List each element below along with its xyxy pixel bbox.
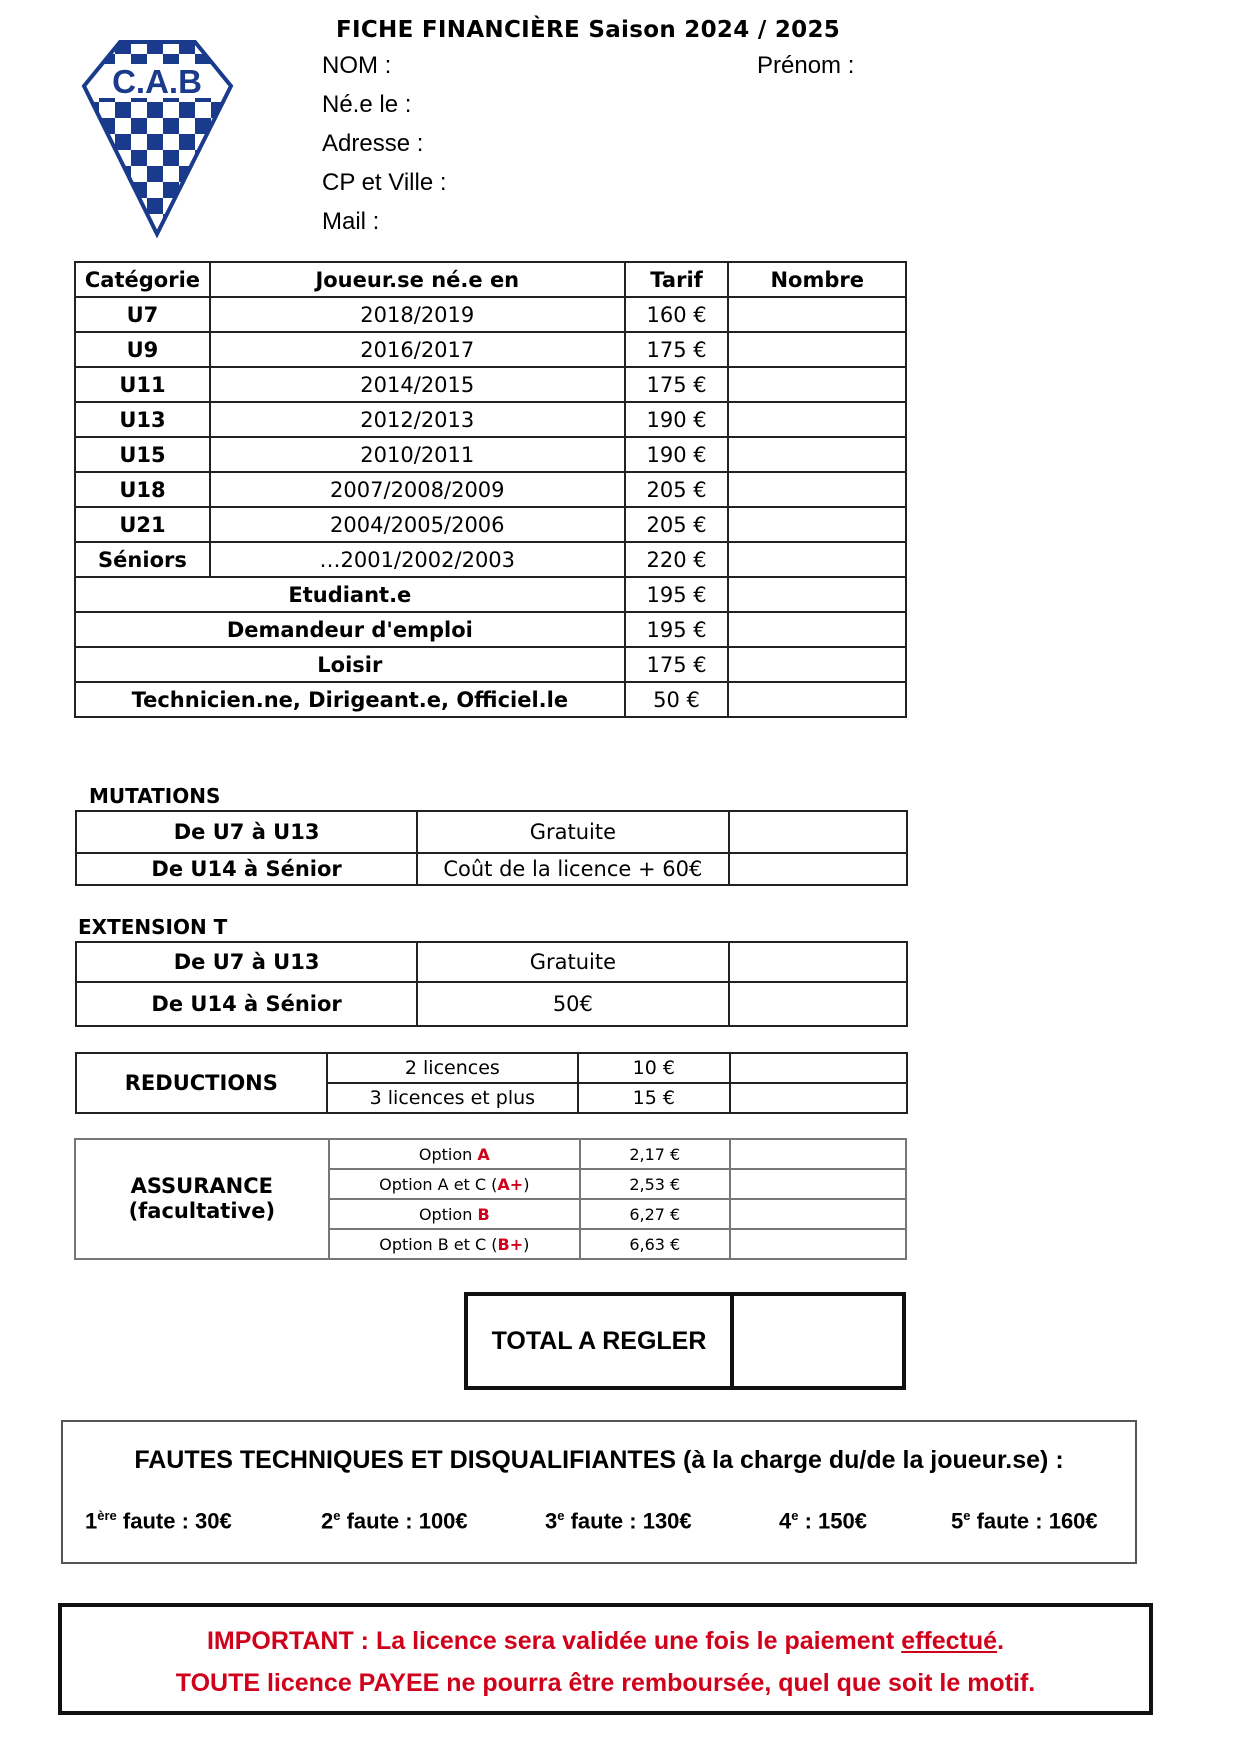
table-row (75, 647, 906, 682)
faute-item: 3e faute : 130€ (545, 1508, 692, 1534)
logo-text: C.A.B (112, 63, 202, 100)
value-cell: Gratuite (417, 811, 728, 853)
category-cell: U9 (75, 332, 210, 367)
cab-logo (80, 38, 235, 238)
years-cell: 2018/2019 (210, 297, 625, 332)
tarif-cell: 220 € (625, 542, 729, 577)
range-cell: De U14 à Sénior (76, 853, 417, 885)
option-cell: Option A (329, 1139, 580, 1169)
value-cell: 6,27 € (580, 1199, 730, 1229)
table-row (75, 542, 906, 577)
assurance-label-line1: ASSURANCE (130, 1174, 273, 1198)
faute-item: 1ère faute : 30€ (85, 1508, 232, 1534)
nombre-input-cell[interactable] (728, 472, 906, 507)
range-cell: De U7 à U13 (76, 811, 417, 853)
table-header-row (75, 262, 906, 297)
nombre-input-cell[interactable] (728, 507, 906, 542)
value-cell: 10 € (578, 1053, 730, 1083)
range-cell: De U7 à U13 (76, 942, 417, 982)
years-cell: 2004/2005/2006 (210, 507, 625, 542)
value-cell: 6,63 € (580, 1229, 730, 1259)
total-label: TOTAL A REGLER (491, 1326, 707, 1355)
nombre-input-cell[interactable] (728, 682, 906, 717)
value-cell: 50€ (417, 982, 728, 1026)
faute-item: 2e faute : 100€ (321, 1508, 468, 1534)
tarif-cell: 175 € (625, 367, 729, 402)
col-header-tarif: Tarif (625, 262, 729, 297)
category-cell: U18 (75, 472, 210, 507)
nombre-input-cell[interactable] (728, 402, 906, 437)
mail-label: Mail : (322, 208, 380, 235)
category-cell: U11 (75, 367, 210, 402)
tarif-cell: 190 € (625, 402, 729, 437)
years-cell: 2010/2011 (210, 437, 625, 472)
faute-item: 5e faute : 160€ (951, 1508, 1098, 1534)
desc-cell: 3 licences et plus (327, 1083, 578, 1113)
amount-input-cell[interactable] (730, 1169, 906, 1199)
nombre-input-cell[interactable] (728, 612, 906, 647)
category-cell: U15 (75, 437, 210, 472)
table-row (75, 612, 906, 647)
page-title: FICHE FINANCIÈRE Saison 2024 / 2025 (336, 17, 841, 43)
table-row (76, 942, 907, 982)
amount-input-cell[interactable] (729, 853, 907, 885)
nombre-input-cell[interactable] (728, 367, 906, 402)
mutations-table (75, 810, 908, 886)
nombre-input-cell[interactable] (728, 332, 906, 367)
special-category-cell: Loisir (75, 647, 625, 682)
important-line2: TOUTE licence PAYEE ne pourra être remboursée, quel que soit le motif. (175, 1669, 1036, 1697)
table-row (75, 402, 906, 437)
cp-ville-label: CP et Ville : (322, 169, 447, 196)
nombre-input-cell[interactable] (728, 437, 906, 472)
birthdate-label: Né.e le : (322, 91, 412, 118)
table-row (75, 472, 906, 507)
amount-input-cell[interactable] (730, 1083, 907, 1113)
tarif-cell: 175 € (625, 332, 729, 367)
tarif-cell: 50 € (625, 682, 729, 717)
tarif-cell: 205 € (625, 472, 729, 507)
nombre-input-cell[interactable] (728, 577, 906, 612)
assurance-label (75, 1139, 329, 1259)
important-line1: IMPORTANT : La licence sera validée une fois le paiement effectué. (206, 1627, 1005, 1655)
total-amount-field[interactable] (730, 1292, 910, 1390)
amount-input-cell[interactable] (730, 1053, 907, 1083)
table-row (75, 437, 906, 472)
tarif-cell: 195 € (625, 612, 729, 647)
reductions-table (75, 1052, 908, 1114)
nombre-input-cell[interactable] (728, 647, 906, 682)
special-category-cell: Technicien.ne, Dirigeant.e, Officiel.le (75, 682, 625, 717)
nombre-input-cell[interactable] (728, 297, 906, 332)
option-cell: Option B (329, 1199, 580, 1229)
col-header-birth-years: Joueur.se né.e en (210, 262, 625, 297)
tarif-cell: 205 € (625, 507, 729, 542)
range-cell: De U14 à Sénior (76, 982, 417, 1026)
tarif-cell: 195 € (625, 577, 729, 612)
amount-input-cell[interactable] (730, 1199, 906, 1229)
address-label: Adresse : (322, 130, 424, 157)
fautes-box (61, 1420, 1137, 1564)
table-row (75, 507, 906, 542)
category-cell: Séniors (75, 542, 210, 577)
extension-table (75, 941, 908, 1027)
category-cell: U13 (75, 402, 210, 437)
category-cell: U21 (75, 507, 210, 542)
years-cell: 2014/2015 (210, 367, 625, 402)
amount-input-cell[interactable] (729, 811, 907, 853)
reductions-label: REDUCTIONS (76, 1053, 327, 1113)
table-row (76, 982, 907, 1026)
category-cell: U7 (75, 297, 210, 332)
table-row (75, 1139, 906, 1169)
option-cell: Option A et C (A+) (329, 1169, 580, 1199)
tarif-cell: 160 € (625, 297, 729, 332)
col-header-category: Catégorie (75, 262, 210, 297)
years-cell: …2001/2002/2003 (210, 542, 625, 577)
table-row (76, 811, 907, 853)
table-row (75, 682, 906, 717)
table-row (76, 853, 907, 885)
table-row (76, 1053, 907, 1083)
important-notice (58, 1603, 1153, 1715)
faute-item: 4e : 150€ (779, 1508, 867, 1534)
assurance-label-line2: (facultative) (128, 1199, 276, 1223)
value-cell: 2,17 € (580, 1139, 730, 1169)
tariff-table (74, 261, 907, 718)
table-row (75, 332, 906, 367)
assurance-table (74, 1138, 907, 1260)
tarif-cell: 175 € (625, 647, 729, 682)
amount-input-cell[interactable] (730, 1229, 906, 1259)
table-row (75, 297, 906, 332)
value-cell: 2,53 € (580, 1169, 730, 1199)
extension-label: EXTENSION T (78, 915, 228, 939)
amount-input-cell[interactable] (729, 942, 907, 982)
prenom-label: Prénom : (757, 52, 855, 79)
years-cell: 2007/2008/2009 (210, 472, 625, 507)
table-row (75, 367, 906, 402)
value-cell: Coût de la licence + 60€ (417, 853, 728, 885)
table-row (75, 577, 906, 612)
total-box (464, 1292, 906, 1390)
amount-input-cell[interactable] (729, 982, 907, 1026)
years-cell: 2012/2013 (210, 402, 625, 437)
nom-label: NOM : (322, 52, 392, 79)
mutations-label: MUTATIONS (89, 784, 221, 808)
special-category-cell: Demandeur d'emploi (75, 612, 625, 647)
option-cell: Option B et C (B+) (329, 1229, 580, 1259)
nombre-input-cell[interactable] (728, 542, 906, 577)
desc-cell: 2 licences (327, 1053, 578, 1083)
amount-input-cell[interactable] (730, 1139, 906, 1169)
tarif-cell: 190 € (625, 437, 729, 472)
fautes-title: FAUTES TECHNIQUES ET DISQUALIFIANTES (à la charge du/de la joueur.se) : (134, 1446, 1064, 1474)
value-cell: Gratuite (417, 942, 728, 982)
years-cell: 2016/2017 (210, 332, 625, 367)
special-category-cell: Etudiant.e (75, 577, 625, 612)
col-header-nombre: Nombre (728, 262, 906, 297)
value-cell: 15 € (578, 1083, 730, 1113)
